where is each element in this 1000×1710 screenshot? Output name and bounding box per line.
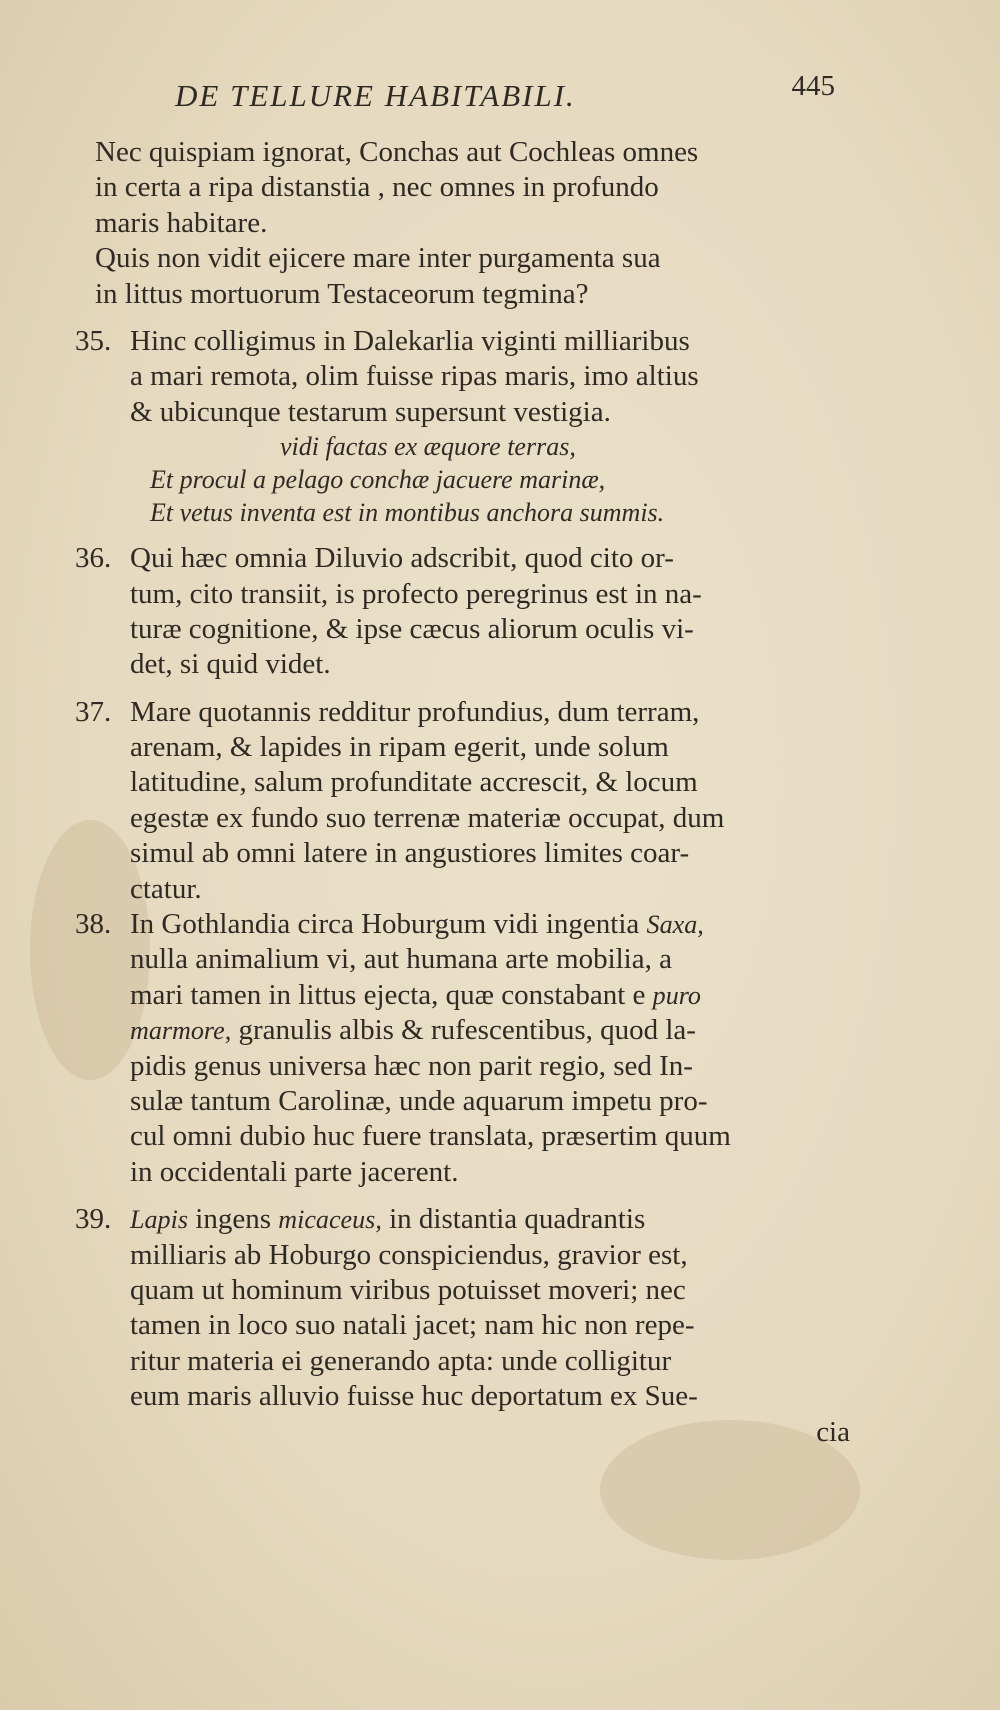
paragraph-38 — [75, 907, 855, 1190]
page-header — [175, 70, 835, 120]
text-line: in certa a ripa distanstia , nec omnes in profundo — [95, 171, 659, 204]
text-line: in littus mortuorum Testaceorum tegmina? — [95, 277, 589, 310]
italic-word: Lapis — [130, 1205, 189, 1235]
text-line: a mari remota, olim fuisse ripas maris, imo altius — [130, 360, 699, 393]
paragraph-35 — [75, 324, 855, 529]
text-line: Quis non vidit ejicere mare inter purgamenta sua — [95, 242, 661, 275]
text-line: egestæ ex fundo suo terrenæ materiæ occupat, dum — [130, 801, 725, 834]
text-block — [75, 135, 855, 1450]
paragraph-37 — [75, 695, 855, 907]
text-line — [95, 1013, 855, 1048]
text-line: nulla animalium vi, aut humana arte mobilia, a — [130, 943, 672, 976]
line-text: granulis albis & rufescentibus, quod la- — [238, 1014, 696, 1047]
paragraph-number: 35. — [75, 324, 112, 357]
text-line: simul ab omni latere in angustiores limites coar- — [130, 837, 690, 870]
italic-word: micaceus, — [278, 1205, 382, 1235]
text-line: sulæ tantum Carolinæ, unde aquarum impetu pro- — [130, 1084, 708, 1117]
text-line: det, si quid videt. — [130, 648, 331, 681]
paragraph-number: 37. — [75, 695, 112, 728]
paragraph-number: 39. — [75, 1203, 112, 1236]
text-line: Mare quotannis redditur profundius, dum terram, — [130, 695, 700, 728]
text-line: ctatur. — [130, 872, 202, 905]
verse-line: vidi factas ex æquore terras, — [280, 432, 576, 462]
page-number: 445 — [791, 70, 835, 102]
line-text: ingens — [195, 1203, 271, 1236]
text-line: tamen in loco suo natali jacet; nam hic non repe- — [130, 1309, 695, 1342]
text-line: tum, cito transiit, is profecto peregrinus est in na- — [130, 577, 702, 610]
text-line: latitudine, salum profunditate accrescit, & locum — [130, 766, 698, 799]
line-text: in distantia quadrantis — [389, 1203, 646, 1236]
running-head: DE TELLURE HABITABILI. — [175, 78, 576, 113]
text-line: quam ut hominum viribus potuisset moveri; nec — [130, 1273, 686, 1306]
line-text: mari tamen in littus ejecta, quæ constabant e — [130, 978, 646, 1011]
intro-paragraph — [95, 135, 855, 312]
text-line: Hinc colligimus in Dalekarlia viginti milliaribus — [130, 324, 690, 357]
text-line: pidis genus universa hæc non parit regio, sed In- — [130, 1049, 693, 1082]
text-line: cul omni dubio huc fuere translata, præsertim quum — [130, 1120, 731, 1153]
italic-word: marmore, — [130, 1016, 232, 1046]
line-text: In Gothlandia circa Hoburgum vidi ingentia — [130, 908, 640, 941]
paragraph-39 — [75, 1202, 855, 1450]
text-line: Nec quispiam ignorat, Conchas aut Cochleas omnes — [95, 136, 699, 168]
text-line: milliaris ab Hoburgo conspiciendus, gravior est, — [130, 1238, 688, 1271]
paragraph-number: 38. — [75, 908, 112, 941]
text-line: Qui hæc omnia Diluvio adscribit, quod cito or- — [130, 542, 674, 575]
text-line: eum maris alluvio fuisse huc deportatum ex Sue- — [130, 1380, 698, 1413]
text-line: maris habitare. — [95, 206, 268, 239]
text-line: in occidentali parte jacerent. — [130, 1155, 459, 1188]
text-line: & ubicunque testarum supersunt vestigia. — [130, 395, 611, 428]
italic-word: puro — [652, 980, 701, 1010]
verse-line: Et procul a pelago conchæ jacuere marinæ, — [150, 465, 606, 495]
text-line — [95, 1202, 855, 1237]
text-line: turæ cognitione, & ipse cæcus aliorum oculis vi- — [130, 612, 694, 645]
text-line — [95, 907, 855, 942]
text-line: ritur materia ei generando apta: unde colligitur — [130, 1344, 672, 1377]
paragraph-number: 36. — [75, 542, 112, 575]
verse-line: Et vetus inventa est in montibus anchora summis. — [150, 498, 665, 528]
italic-word: Saxa, — [646, 910, 704, 940]
text-line — [95, 978, 855, 1013]
catchword: cia — [816, 1415, 850, 1448]
paragraph-36 — [75, 541, 855, 683]
text-line: arenam, & lapides in ripam egerit, unde solum — [130, 731, 669, 764]
